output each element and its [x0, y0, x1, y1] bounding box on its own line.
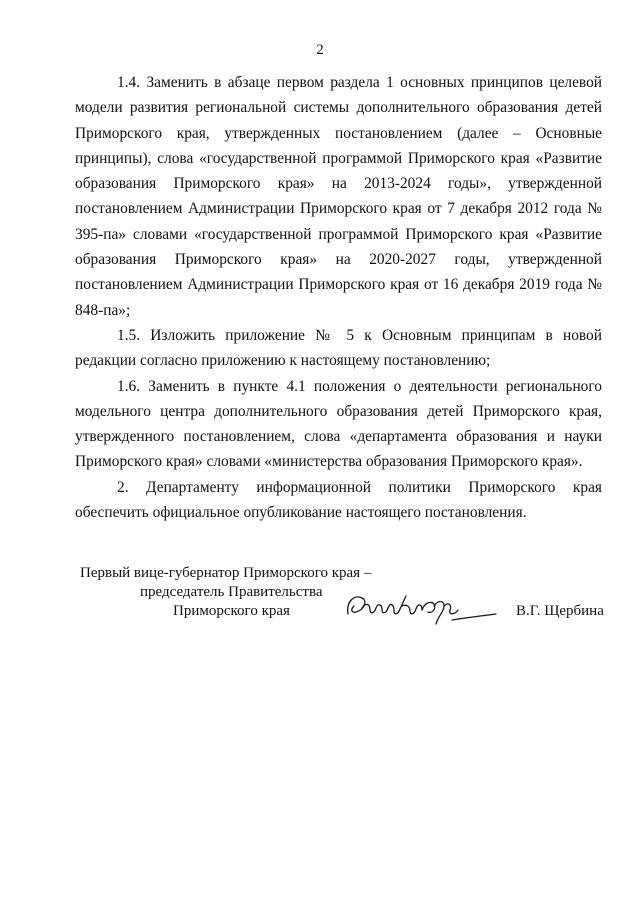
- page-number: 2: [316, 42, 324, 58]
- document-body: [75, 70, 602, 525]
- handwritten-signature: [340, 584, 500, 634]
- signatory-position-line-3: Приморского края: [173, 603, 290, 619]
- paragraph-2: 2. Департаменту информационной политики Приморского края обеспечить официальное опубликование настоящего постановления.: [75, 478, 602, 522]
- signature-block: [0, 560, 640, 640]
- signatory-position-line-1: Первый вице-губернатор Приморского края –: [80, 565, 372, 581]
- paragraph-1-4: 1.4. Заменить в абзаце первом раздела 1 основных принципов целевой модели развития региональной системы дополнительного образования детей Приморского края, утвержденных постановлением (далее – Основные принципы), слова «государственной программой Приморского края «Развитие образования Приморского края» на 2013-2024 годы», утвержденной постановлением Администрации Приморского края от 7 декабря 2012 года № 395-па» словами «государственной программой Приморского края «Развитие образования Приморского края» на 2020-2027 годы, утвержденной постановлением Администрации Приморского края от 16 декабря 2019 года № 848-па»;: [75, 74, 602, 319]
- signatory-position-line-2: председатель Правительства: [140, 584, 323, 600]
- paragraph-1-6: 1.6. Заменить в пункте 4.1 положения о деятельности регионального модельного центра дополнительного образования детей Приморского края, утвержденного постановлением, слова «департамента образования и науки Приморского края» словами «министерства образования Приморского края».: [75, 377, 602, 471]
- paragraph-1-5: 1.5. Изложить приложение № 5 к Основным принципам в новой редакции согласно приложению к настоящему постановлению;: [75, 326, 602, 370]
- signatory-name: В.Г. Щербина: [516, 603, 604, 619]
